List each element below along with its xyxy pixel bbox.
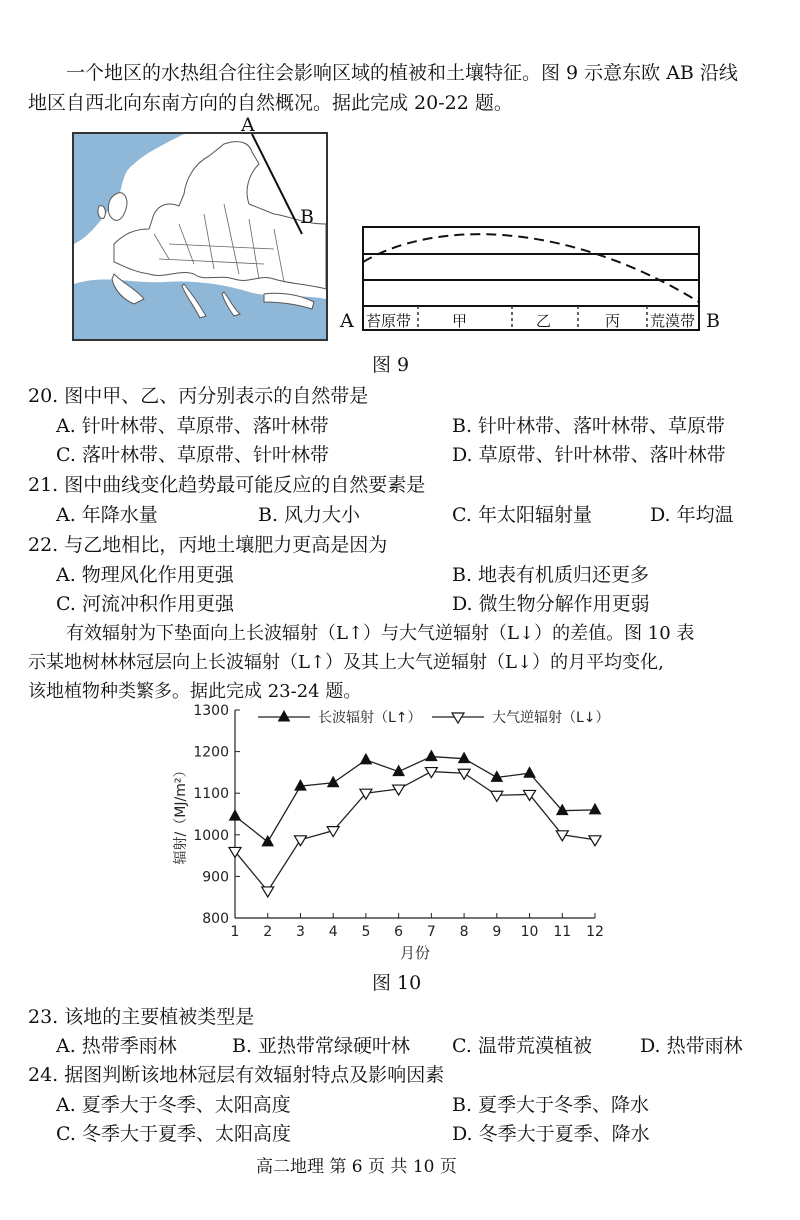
q20-option-a[interactable]: A. 针叶林带、草原带、落叶林带 bbox=[56, 415, 329, 437]
series-line-longwave bbox=[235, 757, 595, 842]
legend-label-counter: 大气逆辐射（L↓） bbox=[492, 710, 610, 726]
y-tick-label: 1100 bbox=[193, 786, 229, 803]
series-line-counter bbox=[235, 772, 595, 891]
q22-stem: 22. 与乙地相比，丙地土壤肥力更高是因为 bbox=[28, 534, 388, 556]
q24-option-c[interactable]: C. 冬季大于夏季、太阳高度 bbox=[56, 1123, 291, 1145]
data-point-counter bbox=[262, 887, 274, 897]
intro2-line2: 示某地树林林冠层向上长波辐射（L↑）及其上大气逆辐射（L↓）的月平均变化, bbox=[28, 652, 664, 673]
q21-option-c[interactable]: C. 年太阳辐射量 bbox=[452, 504, 592, 526]
data-point-longwave bbox=[360, 754, 371, 764]
x-tick-label: 10 bbox=[520, 924, 539, 940]
data-point-longwave bbox=[262, 836, 273, 846]
legend-marker-counter bbox=[452, 713, 464, 723]
q22-option-d[interactable]: D. 微生物分解作用更弱 bbox=[452, 593, 650, 615]
x-tick-label: 7 bbox=[426, 924, 436, 940]
data-point-counter bbox=[458, 769, 470, 779]
data-point-longwave bbox=[230, 810, 241, 820]
q24-stem: 24. 据图判断该地林冠层有效辐射特点及影响因素 bbox=[28, 1064, 445, 1086]
q22-option-b[interactable]: B. 地表有机质归还更多 bbox=[452, 564, 650, 586]
x-tick-label: 1 bbox=[230, 924, 240, 940]
x-tick-label: 11 bbox=[553, 924, 572, 940]
europe-map-drawing bbox=[74, 134, 326, 339]
data-point-longwave bbox=[590, 804, 601, 814]
q23-option-a[interactable]: A. 热带季雨林 bbox=[56, 1035, 177, 1057]
x-tick-label: 12 bbox=[586, 924, 604, 940]
q23-option-c[interactable]: C. 温带荒漠植被 bbox=[452, 1035, 592, 1057]
q22-option-a[interactable]: A. 物理风化作用更强 bbox=[56, 564, 234, 586]
q23-option-d[interactable]: D. 热带雨林 bbox=[640, 1035, 743, 1057]
x-tick-label: 8 bbox=[459, 924, 469, 940]
y-tick-label: 900 bbox=[202, 869, 229, 886]
figure10-caption: 图 10 bbox=[372, 972, 422, 994]
q24-option-a[interactable]: A. 夏季大于冬季、太阳高度 bbox=[56, 1094, 291, 1116]
q20-stem: 20. 图中甲、乙、丙分别表示的自然带是 bbox=[28, 385, 369, 407]
q24-option-d[interactable]: D. 冬季大于夏季、降水 bbox=[452, 1123, 650, 1145]
radiation-chart bbox=[160, 700, 620, 965]
x-tick-label: 5 bbox=[361, 924, 371, 940]
x-tick-label: 4 bbox=[328, 924, 338, 940]
q24-option-b[interactable]: B. 夏季大于冬季、降水 bbox=[452, 1094, 650, 1116]
y-axis-title: 辐射/（MJ/m²） bbox=[173, 763, 189, 865]
x-tick-label: 9 bbox=[492, 924, 502, 940]
q20-option-c[interactable]: C. 落叶林带、草原带、针叶林带 bbox=[56, 444, 329, 466]
belt-tundra: 苔原带 bbox=[366, 312, 412, 330]
data-point-counter bbox=[491, 791, 503, 801]
x-tick-label: 2 bbox=[263, 924, 273, 940]
figure9-caption: 图 9 bbox=[372, 354, 410, 376]
q20-option-d[interactable]: D. 草原带、针叶林带、落叶林带 bbox=[452, 444, 726, 466]
label-point-b-profile: B bbox=[706, 310, 720, 332]
legend-marker-longwave bbox=[279, 711, 290, 721]
intro2-line3: 该地植物种类繁多。据此完成 23-24 题。 bbox=[28, 681, 362, 702]
q21-option-d[interactable]: D. 年均温 bbox=[650, 504, 734, 526]
data-point-longwave bbox=[328, 777, 339, 787]
q21-stem: 21. 图中曲线变化趋势最可能反应的自然要素是 bbox=[28, 474, 426, 496]
y-tick-label: 800 bbox=[202, 911, 229, 927]
belt-bing: 丙 bbox=[605, 312, 621, 330]
q21-option-a[interactable]: A. 年降水量 bbox=[56, 504, 158, 526]
y-tick-label: 1000 bbox=[193, 827, 229, 844]
q22-option-c[interactable]: C. 河流冲积作用更强 bbox=[56, 593, 234, 615]
q23-option-b[interactable]: B. 亚热带常绿硬叶林 bbox=[232, 1035, 411, 1057]
belt-yi: 乙 bbox=[536, 312, 552, 330]
x-tick-label: 3 bbox=[295, 924, 305, 940]
page-footer: 高二地理 第 6 页 共 10 页 bbox=[256, 1157, 457, 1177]
data-point-counter bbox=[294, 836, 306, 846]
x-tick-label: 6 bbox=[394, 924, 404, 940]
x-axis-title: 月份 bbox=[399, 944, 431, 962]
data-point-counter bbox=[425, 768, 437, 778]
q23-stem: 23. 该地的主要植被类型是 bbox=[28, 1006, 255, 1028]
label-point-a-profile: A bbox=[340, 310, 354, 332]
y-tick-label: 1300 bbox=[193, 703, 229, 719]
label-point-a-map: A bbox=[241, 114, 255, 136]
legend-label-longwave: 长波辐射（L↑） bbox=[318, 710, 422, 726]
intro1-line1: 一个地区的水热组合往往会影响区域的植被和土壤特征。图 9 示意东欧 AB 沿线 bbox=[66, 62, 738, 84]
intro1-line2: 地区自西北向东南方向的自然概况。据此完成 20-22 题。 bbox=[28, 92, 513, 114]
data-point-longwave bbox=[426, 751, 437, 761]
data-point-counter bbox=[589, 836, 601, 846]
label-point-b-map: B bbox=[300, 206, 314, 228]
data-point-longwave bbox=[459, 753, 470, 763]
belt-jia: 甲 bbox=[452, 312, 468, 330]
y-tick-label: 1200 bbox=[193, 744, 229, 761]
intro2-line1: 有效辐射为下垫面向上长波辐射（L↑）与大气逆辐射（L↓）的差值。图 10 表 bbox=[66, 623, 695, 644]
q20-option-b[interactable]: B. 针叶林带、落叶林带、草原带 bbox=[452, 415, 726, 437]
europe-map bbox=[72, 132, 328, 341]
q21-option-b[interactable]: B. 风力大小 bbox=[258, 504, 361, 526]
belt-desert: 荒漠带 bbox=[650, 312, 696, 330]
data-point-longwave bbox=[524, 767, 535, 777]
